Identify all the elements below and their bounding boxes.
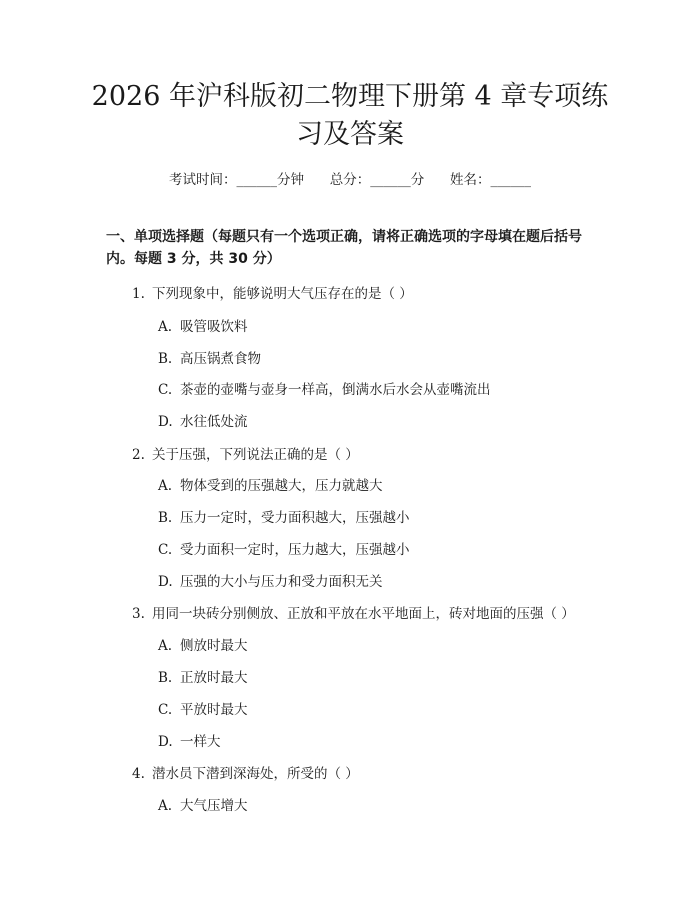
- question-number: 2.: [132, 447, 145, 463]
- option-1c: [158, 378, 491, 398]
- option-text: 侧放时最大: [180, 638, 248, 654]
- question-2: [132, 443, 359, 463]
- option-text: 正放时最大: [180, 670, 248, 686]
- option-letter: B.: [158, 670, 173, 686]
- option-text: 吸管吸饮料: [180, 319, 248, 335]
- question-number: 1.: [132, 286, 145, 302]
- question-1: [132, 282, 413, 302]
- question-text: 潜水员下潜到深海处，所受的（ ）: [152, 766, 359, 782]
- option-3a: [158, 634, 248, 654]
- question-text: 关于压强，下列说法正确的是（ ）: [152, 447, 359, 463]
- question-text: 用同一块砖分别侧放、正放和平放在水平地面上，砖对地面的压强（ ）: [152, 606, 575, 622]
- option-3d: [158, 730, 221, 750]
- question-text: 下列现象中，能够说明大气压存在的是（ ）: [152, 286, 413, 302]
- option-2c: [158, 538, 410, 558]
- option-text: 受力面积一定时，压力越大，压强越小: [180, 542, 410, 558]
- option-2a: [158, 474, 383, 494]
- option-letter: D.: [158, 574, 173, 590]
- option-letter: B.: [158, 351, 173, 367]
- option-text: 物体受到的压强越大，压力就越大: [180, 478, 383, 494]
- option-1b: [158, 347, 261, 367]
- option-text: 水往低处流: [180, 414, 248, 430]
- option-text: 压强的大小与压力和受力面积无关: [180, 574, 383, 590]
- option-letter: B.: [158, 510, 173, 526]
- question-4: [132, 762, 359, 782]
- question-number: 3.: [132, 606, 145, 622]
- option-letter: A.: [158, 478, 173, 494]
- option-3c: [158, 698, 248, 718]
- option-letter: D.: [158, 414, 173, 430]
- option-letter: A.: [158, 319, 173, 335]
- option-text: 压力一定时，受力面积越大，压强越小: [180, 510, 410, 526]
- question-number: 4.: [132, 766, 145, 782]
- option-4a: [158, 794, 248, 814]
- option-letter: C.: [158, 542, 173, 558]
- exam-info-line: 考试时间：______分钟 总分：______分 姓名：______: [169, 172, 531, 188]
- option-text: 大气压增大: [180, 798, 248, 814]
- option-letter: A.: [158, 798, 173, 814]
- option-3b: [158, 666, 248, 686]
- option-text: 茶壶的壶嘴与壶身一样高，倒满水后水会从壶嘴流出: [180, 382, 491, 398]
- option-2d: [158, 570, 383, 590]
- option-1a: [158, 315, 248, 335]
- option-letter: D.: [158, 734, 173, 750]
- option-1d: [158, 410, 248, 430]
- option-text: 一样大: [180, 734, 221, 750]
- option-text: 高压锅煮食物: [180, 351, 261, 367]
- section-heading: 一、单项选择题（每题只有一个选项正确，请将正确选项的字母填在题后括号内。每题 3 分，共 30 分）: [106, 229, 582, 267]
- option-letter: C.: [158, 382, 173, 398]
- question-3: [132, 602, 575, 622]
- option-letter: A.: [158, 638, 173, 654]
- document-title: 2026 年沪科版初二物理下册第 4 章专项练习及答案: [91, 81, 609, 150]
- option-text: 平放时最大: [180, 702, 248, 718]
- option-2b: [158, 506, 410, 526]
- option-letter: C.: [158, 702, 173, 718]
